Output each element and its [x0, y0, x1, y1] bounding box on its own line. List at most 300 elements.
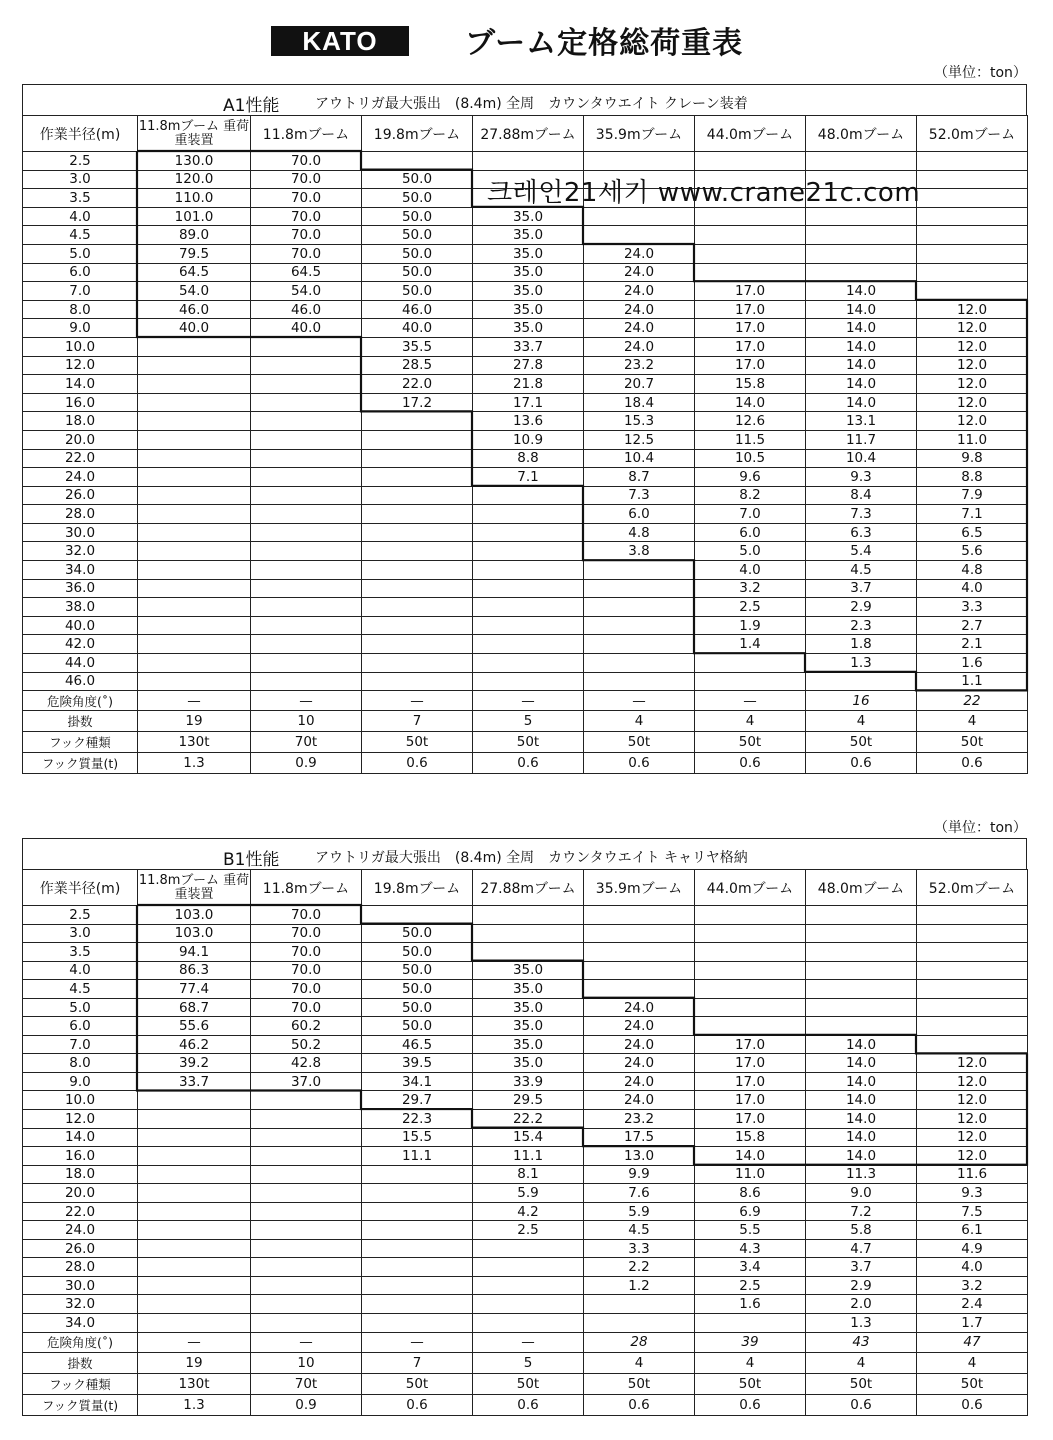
load-cell [917, 924, 1028, 943]
load-cell: 3.7 [806, 579, 917, 598]
footer-cell: 0.6 [917, 753, 1028, 774]
load-cell: 11.6 [917, 1165, 1028, 1184]
table-row [23, 1276, 1028, 1295]
load-cell: 40.0 [362, 319, 473, 338]
load-cell [362, 654, 473, 673]
load-cell: 2.5 [695, 598, 806, 617]
load-cell: 12.0 [917, 1147, 1028, 1166]
load-cell: 35.0 [473, 244, 584, 263]
radius-cell: 28.0 [23, 1258, 138, 1277]
boom-header: 11.8mブーム 重荷重装置 [138, 116, 251, 152]
load-cell [473, 579, 584, 598]
load-cell: 14.0 [806, 1054, 917, 1073]
load-cell: 1.8 [806, 635, 917, 654]
boom-header: 11.8mブーム 重荷重装置 [138, 870, 251, 906]
load-cell: 8.6 [695, 1184, 806, 1203]
footer-cell: — [362, 691, 473, 711]
load-cell: 70.0 [251, 980, 362, 999]
footer-cell: 0.6 [917, 1394, 1028, 1415]
load-cell [362, 468, 473, 487]
table-row [23, 449, 1028, 468]
condition-description: アウトリガ最大張出 (8.4m) 全周 カウンタウエイト クレーン装着 [315, 96, 748, 112]
load-cell [251, 1314, 362, 1333]
footer-cell: 130t [138, 732, 251, 753]
load-cell [473, 542, 584, 561]
footer-cell: 28 [584, 1332, 695, 1352]
load-cell [138, 449, 251, 468]
footer-label: 掛数 [23, 1352, 138, 1373]
load-cell: 15.4 [473, 1128, 584, 1147]
radius-cell: 30.0 [23, 523, 138, 542]
radius-cell: 4.5 [23, 980, 138, 999]
table-row [23, 1202, 1028, 1221]
load-cell [138, 635, 251, 654]
table-row [23, 1110, 1028, 1129]
load-cell: 79.5 [138, 244, 251, 263]
load-cell [473, 616, 584, 635]
load-cell [473, 924, 584, 943]
footer-cell: 0.9 [251, 753, 362, 774]
footer-cell: 0.9 [251, 1394, 362, 1415]
table-row [23, 207, 1028, 226]
load-cell [695, 980, 806, 999]
load-cell [251, 1202, 362, 1221]
load-table [22, 869, 1028, 1416]
load-cell: 3.2 [695, 579, 806, 598]
unit-label-a1: （単位：ton） [934, 65, 1027, 81]
radius-cell: 3.0 [23, 924, 138, 943]
load-cell [917, 226, 1028, 245]
footer-label: フック種類 [23, 732, 138, 753]
load-cell [917, 943, 1028, 962]
load-cell: 35.5 [362, 337, 473, 356]
load-cell [251, 654, 362, 673]
load-cell: 12.0 [917, 356, 1028, 375]
load-cell [362, 906, 473, 925]
load-cell: 22.0 [362, 375, 473, 394]
load-cell [584, 579, 695, 598]
load-cell [584, 226, 695, 245]
load-cell [806, 226, 917, 245]
header-row [23, 116, 1028, 152]
load-cell: 18.4 [584, 393, 695, 412]
load-cell: 54.0 [138, 282, 251, 301]
load-cell: 6.3 [806, 523, 917, 542]
radius-cell: 9.0 [23, 319, 138, 338]
load-cell: 101.0 [138, 207, 251, 226]
footer-cell: 4 [584, 1352, 695, 1373]
boom-header: 44.0mブーム [695, 870, 806, 906]
radius-cell: 42.0 [23, 635, 138, 654]
footer-cell: 22 [917, 691, 1028, 711]
load-cell [806, 998, 917, 1017]
load-cell [362, 1295, 473, 1314]
load-cell [138, 1276, 251, 1295]
load-cell [138, 1258, 251, 1277]
load-cell [138, 393, 251, 412]
load-cell: 24.0 [584, 263, 695, 282]
footer-cell: 0.6 [473, 1394, 584, 1415]
load-cell: 13.6 [473, 412, 584, 431]
load-cell [251, 375, 362, 394]
load-cell: 12.6 [695, 412, 806, 431]
load-cell [251, 505, 362, 524]
load-cell: 50.2 [251, 1035, 362, 1054]
load-cell: 35.0 [473, 319, 584, 338]
load-cell [584, 924, 695, 943]
load-cell: 4.0 [917, 1258, 1028, 1277]
load-cell: 10.4 [806, 449, 917, 468]
load-cell: 4.8 [917, 561, 1028, 580]
boom-header: 48.0mブーム [806, 116, 917, 152]
footer-cell: 70t [251, 1373, 362, 1394]
load-cell [362, 1276, 473, 1295]
load-cell: 70.0 [251, 943, 362, 962]
load-cell: 9.0 [806, 1184, 917, 1203]
load-cell [138, 561, 251, 580]
load-cell [806, 207, 917, 226]
load-cell [584, 598, 695, 617]
load-cell: 35.0 [473, 961, 584, 980]
load-cell: 6.9 [695, 1202, 806, 1221]
radius-cell: 9.0 [23, 1072, 138, 1091]
load-cell [473, 505, 584, 524]
load-cell [138, 1202, 251, 1221]
radius-cell: 30.0 [23, 1276, 138, 1295]
load-cell [473, 635, 584, 654]
footer-cell: 70t [251, 732, 362, 753]
load-cell [362, 635, 473, 654]
load-cell [917, 170, 1028, 189]
radius-cell: 26.0 [23, 486, 138, 505]
load-cell [695, 207, 806, 226]
load-cell: 50.0 [362, 998, 473, 1017]
load-cell: 7.3 [806, 505, 917, 524]
load-cell [362, 542, 473, 561]
load-cell: 24.0 [584, 244, 695, 263]
load-cell: 11.1 [362, 1147, 473, 1166]
load-cell [251, 598, 362, 617]
load-cell: 24.0 [584, 998, 695, 1017]
load-cell: 11.5 [695, 430, 806, 449]
load-cell: 46.2 [138, 1035, 251, 1054]
load-cell: 50.0 [362, 170, 473, 189]
load-cell [695, 263, 806, 282]
radius-header: 作業半径(m) [23, 116, 138, 152]
footer-cell: 4 [695, 711, 806, 732]
radius-cell: 22.0 [23, 1202, 138, 1221]
load-cell [473, 1295, 584, 1314]
footer-cell: — [473, 691, 584, 711]
table-row [23, 906, 1028, 925]
load-cell [138, 1314, 251, 1333]
footer-cell: — [473, 1332, 584, 1352]
load-cell [251, 579, 362, 598]
radius-cell: 16.0 [23, 1147, 138, 1166]
footer-row [23, 711, 1028, 732]
load-cell [806, 961, 917, 980]
load-cell: 24.0 [584, 1072, 695, 1091]
load-cell: 70.0 [251, 244, 362, 263]
load-cell: 7.0 [695, 505, 806, 524]
load-cell: 1.7 [917, 1314, 1028, 1333]
load-cell: 17.2 [362, 393, 473, 412]
load-cell [362, 1184, 473, 1203]
load-cell: 3.8 [584, 542, 695, 561]
load-cell: 12.0 [917, 337, 1028, 356]
footer-row [23, 691, 1028, 711]
footer-cell: 4 [695, 1352, 806, 1373]
load-cell: 14.0 [806, 1091, 917, 1110]
table-row [23, 943, 1028, 962]
table-row [23, 356, 1028, 375]
table-row [23, 1221, 1028, 1240]
footer-row [23, 1352, 1028, 1373]
table-row [23, 430, 1028, 449]
load-cell: 17.0 [695, 319, 806, 338]
load-cell: 70.0 [251, 189, 362, 208]
radius-cell: 20.0 [23, 430, 138, 449]
radius-cell: 20.0 [23, 1184, 138, 1203]
footer-cell: 0.6 [584, 1394, 695, 1415]
footer-label: 危険角度(˚) [23, 691, 138, 711]
load-cell: 8.8 [917, 468, 1028, 487]
load-cell: 7.5 [917, 1202, 1028, 1221]
load-cell: 10.4 [584, 449, 695, 468]
footer-cell: 7 [362, 711, 473, 732]
load-cell [251, 616, 362, 635]
load-cell: 24.0 [584, 300, 695, 319]
load-cell [584, 1314, 695, 1333]
load-cell: 10.9 [473, 430, 584, 449]
radius-cell: 34.0 [23, 561, 138, 580]
load-cell [695, 654, 806, 673]
load-cell: 35.0 [473, 998, 584, 1017]
table-row [23, 1091, 1028, 1110]
radius-cell: 14.0 [23, 1128, 138, 1147]
footer-cell: 4 [917, 711, 1028, 732]
load-cell: 39.5 [362, 1054, 473, 1073]
radius-cell: 26.0 [23, 1239, 138, 1258]
load-cell: 14.0 [695, 393, 806, 412]
footer-cell: 0.6 [695, 1394, 806, 1415]
radius-cell: 10.0 [23, 337, 138, 356]
load-cell [138, 616, 251, 635]
load-cell: 2.4 [917, 1295, 1028, 1314]
load-cell: 8.1 [473, 1165, 584, 1184]
load-cell [251, 393, 362, 412]
load-cell: 7.3 [584, 486, 695, 505]
load-cell: 17.0 [695, 300, 806, 319]
load-cell: 7.1 [473, 468, 584, 487]
load-cell [362, 1165, 473, 1184]
performance-label: B1性能 [223, 850, 280, 870]
load-cell: 24.0 [584, 1035, 695, 1054]
load-cell [138, 579, 251, 598]
load-cell: 4.3 [695, 1239, 806, 1258]
load-cell: 3.7 [806, 1258, 917, 1277]
load-cell [138, 468, 251, 487]
load-cell: 103.0 [138, 906, 251, 925]
table-row [23, 654, 1028, 673]
footer-cell: 10 [251, 1352, 362, 1373]
load-cell [138, 1184, 251, 1203]
footer-cell: 39 [695, 1332, 806, 1352]
table-row [23, 523, 1028, 542]
table-row [23, 300, 1028, 319]
footer-cell: 0.6 [362, 753, 473, 774]
load-cell: 17.0 [695, 1091, 806, 1110]
load-cell [806, 924, 917, 943]
footer-cell: 47 [917, 1332, 1028, 1352]
load-cell [473, 523, 584, 542]
kato-logo: KATO [271, 26, 409, 56]
load-cell [362, 505, 473, 524]
load-cell [917, 152, 1028, 171]
load-cell: 6.0 [584, 505, 695, 524]
table-row [23, 1258, 1028, 1277]
load-cell: 4.7 [806, 1239, 917, 1258]
load-cell [473, 598, 584, 617]
radius-cell: 7.0 [23, 1035, 138, 1054]
load-cell: 77.4 [138, 980, 251, 999]
load-cell: 1.1 [917, 672, 1028, 691]
load-cell [251, 337, 362, 356]
footer-cell: 50t [362, 1373, 473, 1394]
load-cell: 13.0 [584, 1147, 695, 1166]
radius-header: 作業半径(m) [23, 870, 138, 906]
radius-cell: 3.5 [23, 189, 138, 208]
load-cell [695, 924, 806, 943]
load-cell [362, 1314, 473, 1333]
load-cell [362, 1221, 473, 1240]
footer-cell: 0.6 [806, 1394, 917, 1415]
footer-cell: 50t [584, 1373, 695, 1394]
load-cell [473, 486, 584, 505]
table-row [23, 468, 1028, 487]
radius-cell: 6.0 [23, 1017, 138, 1036]
load-cell: 70.0 [251, 906, 362, 925]
load-cell: 20.7 [584, 375, 695, 394]
load-cell: 5.8 [806, 1221, 917, 1240]
load-cell: 40.0 [138, 319, 251, 338]
page-header [0, 0, 1053, 70]
load-cell: 50.0 [362, 226, 473, 245]
load-cell [138, 1128, 251, 1147]
load-cell: 9.3 [806, 468, 917, 487]
load-cell: 35.0 [473, 263, 584, 282]
radius-cell: 18.0 [23, 1165, 138, 1184]
load-cell: 2.1 [917, 635, 1028, 654]
load-cell: 12.5 [584, 430, 695, 449]
footer-cell: — [251, 691, 362, 711]
load-cell: 50.0 [362, 263, 473, 282]
load-cell: 8.2 [695, 486, 806, 505]
table-row [23, 244, 1028, 263]
load-cell: 21.8 [473, 375, 584, 394]
table-row [23, 337, 1028, 356]
load-cell: 3.3 [584, 1239, 695, 1258]
load-cell: 1.3 [806, 654, 917, 673]
radius-cell: 36.0 [23, 579, 138, 598]
load-cell: 70.0 [251, 207, 362, 226]
footer-cell: 50t [362, 732, 473, 753]
load-cell: 2.7 [917, 616, 1028, 635]
footer-cell: 50t [473, 732, 584, 753]
load-cell: 55.6 [138, 1017, 251, 1036]
load-cell [917, 998, 1028, 1017]
load-cell: 35.0 [473, 207, 584, 226]
load-cell [251, 1091, 362, 1110]
watermark-text: 크레인21세기 www.crane21c.com [487, 178, 921, 208]
load-cell [362, 1202, 473, 1221]
load-cell: 2.5 [695, 1276, 806, 1295]
table-row [23, 1017, 1028, 1036]
load-cell [695, 152, 806, 171]
load-cell: 14.0 [695, 1147, 806, 1166]
load-cell: 50.0 [362, 282, 473, 301]
load-cell: 37.0 [251, 1072, 362, 1091]
load-cell [584, 672, 695, 691]
boom-header: 52.0mブーム [917, 116, 1028, 152]
load-cell [695, 226, 806, 245]
load-cell [806, 672, 917, 691]
table-row [23, 393, 1028, 412]
load-cell: 4.5 [584, 1221, 695, 1240]
load-cell [473, 654, 584, 673]
load-cell: 4.5 [806, 561, 917, 580]
load-cell [473, 561, 584, 580]
load-cell: 6.5 [917, 523, 1028, 542]
footer-cell: 0.6 [473, 753, 584, 774]
table-row [23, 1184, 1028, 1203]
load-cell [251, 1184, 362, 1203]
load-cell [362, 1239, 473, 1258]
load-cell: 29.7 [362, 1091, 473, 1110]
load-cell: 94.1 [138, 943, 251, 962]
load-cell [138, 523, 251, 542]
load-cell [806, 906, 917, 925]
load-cell: 50.0 [362, 207, 473, 226]
load-cell: 12.0 [917, 1072, 1028, 1091]
load-cell: 64.5 [138, 263, 251, 282]
boom-header: 11.8mブーム [251, 116, 362, 152]
table-caption [22, 84, 1027, 116]
load-cell: 15.8 [695, 375, 806, 394]
load-cell: 15.3 [584, 412, 695, 431]
load-cell: 17.0 [695, 1110, 806, 1129]
load-cell: 11.0 [695, 1165, 806, 1184]
load-cell: 35.0 [473, 226, 584, 245]
footer-label: 危険角度(˚) [23, 1332, 138, 1352]
radius-cell: 3.0 [23, 170, 138, 189]
footer-cell: 50t [917, 1373, 1028, 1394]
load-cell [251, 1110, 362, 1129]
load-cell: 110.0 [138, 189, 251, 208]
load-cell [138, 1147, 251, 1166]
load-cell: 5.4 [806, 542, 917, 561]
load-cell: 120.0 [138, 170, 251, 189]
table-row [23, 961, 1028, 980]
unit-label-b1: （単位：ton） [934, 820, 1027, 836]
load-cell: 2.3 [806, 616, 917, 635]
footer-cell: — [251, 1332, 362, 1352]
load-cell: 4.0 [695, 561, 806, 580]
load-cell: 14.0 [806, 1035, 917, 1054]
load-cell [251, 449, 362, 468]
load-cell [473, 1239, 584, 1258]
table-row [23, 282, 1028, 301]
